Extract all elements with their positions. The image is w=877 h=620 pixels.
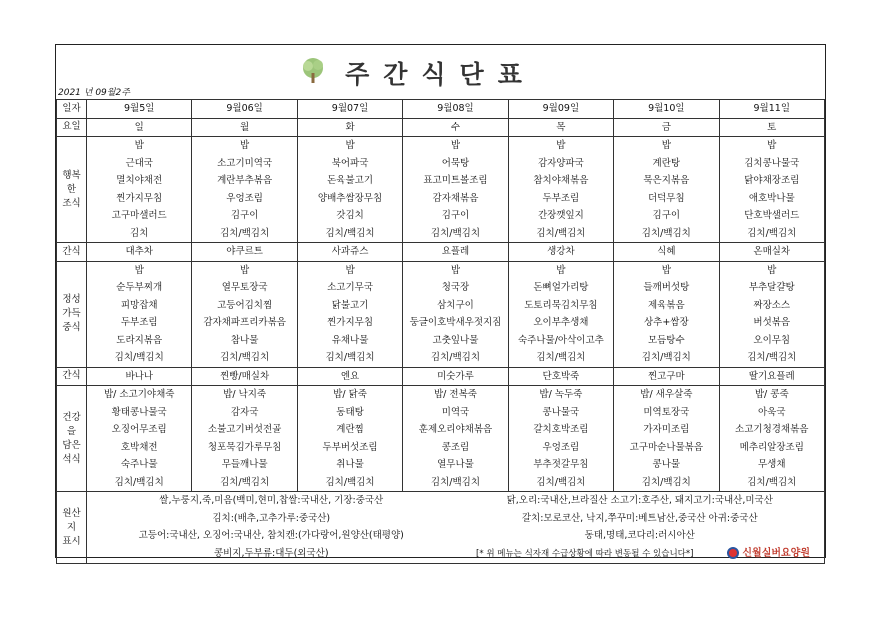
- menu-item: 계란탕: [652, 157, 681, 169]
- dinner-cell: [508, 386, 613, 492]
- menu-item: 미역국: [441, 406, 470, 418]
- menu-item: 들깨버섯탕: [643, 282, 690, 293]
- row-label-text: 건강: [62, 411, 81, 423]
- menu-item: 밥: [767, 140, 777, 151]
- menu-item: 김치/백김치: [220, 352, 270, 363]
- row-label-text: 행복: [62, 169, 81, 181]
- menu-item: 돈육불고기: [327, 175, 373, 186]
- menu-item: 고구마순나물볶음: [629, 441, 704, 453]
- row-label-text: 담은: [62, 439, 81, 451]
- day-cell: 금: [614, 118, 719, 137]
- row-label-text: 지: [66, 521, 77, 533]
- menu-item: 밥: [134, 140, 144, 151]
- menu-item: 아욱국: [758, 406, 786, 418]
- menu-item: 가자미조림: [643, 424, 690, 435]
- menu-item: 김구이: [652, 210, 681, 221]
- dinner-cell: [192, 386, 297, 492]
- row-label-text: 가득: [62, 308, 81, 319]
- menu-item: 참나물: [230, 334, 259, 346]
- hospital-logo-icon: [727, 547, 739, 559]
- menu-item: 순두부찌개: [116, 282, 163, 293]
- date-cell: 9월5일: [87, 100, 192, 119]
- row-label-text: 원산: [62, 507, 81, 519]
- menu-item: 감자국: [230, 406, 259, 418]
- menu-item: 찐가지무침: [116, 192, 163, 204]
- dinner-cell: [87, 386, 192, 492]
- menu-item: 김치/백김치: [747, 227, 797, 239]
- menu-item: 김치/백김치: [325, 476, 375, 488]
- menu-item: 김치/백김치: [114, 476, 164, 488]
- menu-item: 감자양파국: [537, 157, 584, 169]
- menu-item: 밥: [345, 140, 355, 151]
- menu-item: 모듬탕수: [647, 334, 685, 346]
- menu-item: 숙주나물: [120, 459, 158, 470]
- menu-item: 김치/백김치: [430, 227, 481, 239]
- menu-item: 밥: [661, 264, 671, 276]
- menu-item: 고등어김치찜: [217, 299, 273, 311]
- weekly-menu-table: [56, 99, 825, 564]
- row-label: [57, 243, 87, 262]
- menu-item: 북어파국: [331, 157, 369, 169]
- menu-item: 열무나물: [437, 459, 474, 470]
- day-cell: 월: [192, 118, 297, 137]
- day-cell: 수: [403, 118, 508, 137]
- snack-cell: 식혜: [614, 243, 719, 262]
- snack-cell: 야쿠르트: [192, 243, 297, 262]
- origin-left-line: 김치:(배추,고추가루:중국산): [212, 512, 331, 524]
- menu-item: 숙주나물/아삭이고추: [518, 334, 604, 346]
- origin-right-line: 갈치:모로코산, 낙지,쭈꾸미:베트남산,중국산 아귀:중국산: [521, 512, 758, 524]
- menu-item: 무생채: [758, 459, 786, 470]
- row-label-text: 조식: [62, 197, 81, 209]
- snack-cell: 찐빵/매실차: [192, 367, 297, 386]
- origin-left-line: 콩비지,두부류:대두(외국산): [213, 548, 329, 559]
- menu-item: 호박채전: [120, 441, 158, 453]
- menu-item: 우엉조림: [226, 192, 263, 204]
- row-label-text: 요일: [62, 121, 81, 133]
- menu-item: 멸치야채전: [116, 175, 163, 186]
- page-title: 주간식단표: [345, 60, 536, 89]
- date-cell: 9월07일: [297, 100, 402, 119]
- menu-item: 도라지볶음: [116, 334, 163, 346]
- menu-item: 소고기무국: [327, 282, 373, 293]
- row-label: [57, 386, 87, 492]
- menu-item: 콩나물: [652, 459, 681, 470]
- dinner-cell: [614, 386, 719, 492]
- row-label-text: 간식: [62, 245, 81, 257]
- menu-item: 간장깻잎지: [537, 210, 584, 221]
- menu-item: 묵은지볶음: [643, 175, 690, 186]
- menu-item: 청국장: [441, 282, 470, 293]
- menu-item: 갈치호박조림: [533, 424, 589, 435]
- menu-item: 밥/ 새우살죽: [640, 389, 693, 400]
- menu-item: 김치/백김치: [220, 227, 270, 239]
- lunch-cell: [403, 261, 508, 367]
- row-label-text: 중식: [62, 322, 81, 333]
- menu-item: 삼치구이: [437, 299, 474, 311]
- breakfast-cell: [614, 137, 719, 243]
- menu-item: 둥글이호박새우젓지짐: [409, 317, 502, 328]
- snack-cell: 단호박죽: [508, 367, 613, 386]
- menu-item: 도토리묵김치무침: [524, 299, 598, 311]
- menu-change-notice: [* 위 메뉴는 식자재 수급상황에 따라 변동될 수 있습니다*]: [476, 548, 694, 559]
- menu-item: 어묵탕: [441, 157, 470, 169]
- dinner-cell: [719, 386, 824, 492]
- menu-item: 감자채볶음: [432, 192, 479, 204]
- menu-item: 소불고기버섯전골: [207, 424, 282, 435]
- menu-item: 밥/ 전복죽: [434, 389, 477, 400]
- menu-item: 메추리알장조림: [739, 441, 804, 453]
- day-cell: 토: [719, 118, 824, 137]
- lunch-cell: [192, 261, 297, 367]
- origin-info: [87, 492, 825, 564]
- menu-item: 우엉조림: [542, 441, 580, 453]
- menu-item: 김치/백김치: [641, 352, 691, 363]
- lunch-cell: [614, 261, 719, 367]
- menu-item: 김치/백김치: [536, 476, 586, 488]
- lunch-cell: [508, 261, 613, 367]
- row-label-text: 을: [66, 425, 77, 437]
- date-cell: 9월06일: [192, 100, 297, 119]
- menu-item: 동태탕: [336, 406, 364, 418]
- menu-item: 밥: [450, 264, 461, 276]
- row-label-text: 석식: [62, 453, 81, 465]
- menu-item: 짜장소스: [753, 299, 791, 311]
- menu-item: 밥/ 콩죽: [754, 389, 789, 400]
- menu-item: 상추+쌈장: [643, 317, 689, 328]
- menu-item: 김치/백김치: [430, 476, 481, 488]
- breakfast-cell: [192, 137, 297, 243]
- date-cell: 9월11일: [719, 100, 824, 119]
- hospital-name: 신월실버요양원: [742, 547, 810, 559]
- menu-item: 김치/백김치: [641, 476, 691, 488]
- menu-item: 김치/백김치: [536, 227, 586, 239]
- menu-item: 참치야채볶음: [533, 175, 589, 186]
- menu-item: 찐가지무침: [327, 317, 373, 328]
- breakfast-cell: [297, 137, 402, 243]
- row-label-text: 정성: [62, 294, 81, 305]
- origin-footer: [456, 545, 825, 564]
- menu-item: 애호박나물: [748, 192, 795, 204]
- menu-item: 피망잡채: [120, 299, 158, 311]
- breakfast-cell: [87, 137, 192, 243]
- menu-item: 청포묵김가루무침: [207, 441, 282, 453]
- menu-item: 부추젓갈무침: [533, 459, 589, 470]
- lunch-cell: [87, 261, 192, 367]
- menu-item: 밥/ 낙지죽: [223, 389, 267, 400]
- menu-item: 밥: [556, 140, 566, 151]
- snack-cell: 요플레: [403, 243, 508, 262]
- menu-item: 김치/백김치: [220, 476, 270, 488]
- menu-item: 소고기미역국: [217, 157, 273, 169]
- day-cell: 화: [297, 118, 402, 137]
- menu-item: 김구이: [230, 210, 259, 221]
- breakfast-cell: [719, 137, 824, 243]
- menu-item: 버섯볶음: [753, 317, 791, 328]
- row-label: [57, 118, 87, 137]
- snack-cell: 딸기요플레: [719, 367, 824, 386]
- menu-item: 취나물: [336, 459, 364, 470]
- menu-item: 무들깨나물: [221, 459, 268, 470]
- menu-item: 밥: [345, 264, 355, 276]
- menu-item: 밥/ 녹두죽: [539, 389, 583, 400]
- menu-item: 김구이: [441, 210, 470, 221]
- row-label-text: 간식: [62, 370, 81, 382]
- row-label-text: 표시: [62, 535, 81, 547]
- menu-item: 고춧잎나물: [432, 334, 479, 346]
- snack-cell: 미숫가루: [403, 367, 508, 386]
- menu-item: 근대국: [125, 157, 153, 169]
- origin-right-line: 동태,명태,코다리:러시아산: [584, 530, 695, 541]
- menu-item: 훈제오리야채볶음: [418, 424, 493, 435]
- menu-item: 김치/백김치: [325, 352, 375, 363]
- menu-item: 두부조림: [120, 317, 158, 328]
- year-week-label: 2021 년 09월2주: [58, 88, 130, 98]
- row-label: [57, 137, 87, 243]
- row-label: [57, 261, 87, 367]
- hospital-brand: [727, 545, 810, 563]
- menu-item: 황태콩나물국: [111, 406, 167, 418]
- lunch-cell: [719, 261, 824, 367]
- menu-item: 유채나물: [331, 334, 369, 346]
- menu-sheet: [55, 44, 826, 558]
- menu-item: 김치/백김치: [747, 476, 797, 488]
- day-cell: 일: [87, 118, 192, 137]
- date-cell: 9월08일: [403, 100, 508, 119]
- snack-cell: 온매실차: [719, 243, 824, 262]
- menu-item: 오징어무조림: [111, 424, 167, 435]
- dinner-cell: [297, 386, 402, 492]
- menu-item: 밥: [556, 264, 566, 276]
- menu-item: 밥/ 닭죽: [333, 389, 367, 400]
- menu-item: 제육볶음: [647, 299, 685, 311]
- origin-left-line: 쌀,누룽지,죽,미음(백미,현미,찹쌀:국내산, 기장:중국산: [159, 495, 384, 506]
- origin-left-line: 고등어:국내산, 오징어:국내산, 참치캔:(가다랑어,원양산(태평양): [138, 530, 404, 541]
- menu-item: 두부버섯조림: [322, 441, 378, 453]
- row-label: [57, 367, 87, 386]
- menu-item: 밥/ 소고기야채죽: [103, 389, 175, 400]
- menu-item: 표고미트볼조림: [423, 175, 488, 186]
- menu-item: 갓김치: [336, 210, 364, 221]
- snack-cell: 엔요: [297, 367, 402, 386]
- row-label: [57, 492, 87, 564]
- menu-item: 김치/백김치: [114, 352, 164, 363]
- menu-item: 미역토장국: [643, 406, 690, 418]
- menu-item: 닭야채장조림: [744, 175, 800, 186]
- snack-cell: 바나나: [87, 367, 192, 386]
- row-label-text: 한: [66, 183, 77, 195]
- menu-item: 양배추쌈장무침: [317, 192, 383, 204]
- menu-item: 열무토장국: [221, 282, 268, 293]
- menu-item: 김치/백김치: [430, 352, 481, 363]
- menu-item: 콩나물국: [542, 406, 580, 418]
- menu-item: 김치콩나물국: [744, 157, 800, 169]
- menu-item: 김치/백김치: [536, 352, 586, 363]
- snack-cell: 대추차: [87, 243, 192, 262]
- menu-item: 밥: [134, 264, 144, 276]
- date-cell: 9월10일: [614, 100, 719, 119]
- menu-item: 밥: [661, 140, 671, 151]
- menu-item: 닭불고기: [331, 299, 369, 311]
- menu-item: 김치/백김치: [747, 352, 797, 363]
- menu-item: 김치/백김치: [641, 227, 691, 239]
- menu-item: 김치/백김치: [325, 227, 375, 239]
- menu-item: 김치: [130, 227, 149, 239]
- breakfast-cell: [403, 137, 508, 243]
- snack-cell: 사과쥬스: [297, 243, 402, 262]
- dinner-cell: [403, 386, 508, 492]
- menu-item: 오이무침: [753, 334, 791, 346]
- snack-cell: 찐고구마: [614, 367, 719, 386]
- menu-item: 더덕무침: [647, 192, 685, 204]
- menu-item: 고구마샐러드: [111, 210, 167, 221]
- menu-item: 계란부추볶음: [217, 175, 273, 186]
- menu-item: 밥: [450, 140, 461, 151]
- menu-item: 단호박샐러드: [744, 210, 800, 221]
- menu-item: 감자채파프리카볶음: [203, 317, 286, 328]
- menu-item: 밥: [767, 264, 777, 276]
- menu-item: 소고기청경채볶음: [735, 424, 809, 435]
- snack-cell: 생강차: [508, 243, 613, 262]
- menu-item: 콩조림: [441, 441, 470, 453]
- row-label-text: 일자: [62, 102, 81, 114]
- date-cell: 9월09일: [508, 100, 613, 119]
- row-label: [57, 100, 87, 119]
- lunch-cell: [297, 261, 402, 367]
- menu-item: 밥: [240, 264, 250, 276]
- menu-item: 돈뼈얼가리탕: [533, 282, 589, 293]
- menu-item: 오이부추생채: [533, 317, 589, 328]
- menu-item: 부추달걀탕: [748, 282, 795, 293]
- breakfast-cell: [508, 137, 613, 243]
- menu-item: 밥: [240, 140, 250, 151]
- menu-item: 두부조림: [542, 192, 580, 204]
- menu-item: 계란찜: [336, 424, 364, 435]
- day-cell: 목: [508, 118, 613, 137]
- origin-right-line: 닭,오리:국내산,브라질산 소고기:호주산, 돼지고기:국내산,미국산: [506, 495, 773, 506]
